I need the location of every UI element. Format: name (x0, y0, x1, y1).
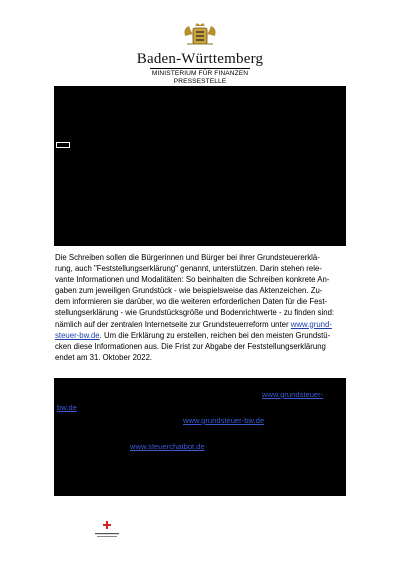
logo-caption-icon (92, 532, 122, 540)
ministry-line-2: PRESSESTELLE (173, 78, 227, 85)
header-divider (150, 68, 250, 69)
ministry-label (0, 70, 400, 86)
redacted-block-top (54, 86, 346, 246)
steuerchatbot-link[interactable]: www.steuerchatbot.de (130, 442, 205, 451)
grundsteuer-link-part2[interactable]: steuer-bw.de (55, 330, 100, 340)
grundsteuer-link-b[interactable]: bw.de (57, 403, 77, 412)
footer-logo (92, 517, 122, 551)
body-line: vante Informationen und Modalitäten: So beinhalten die Schreiben konkrete An- (55, 275, 330, 285)
body-line: Die Schreiben sollen die Bürgerinnen und Bürger bei ihrer Grundsteuererklä- (55, 253, 320, 262)
grundsteuer-link-full[interactable]: www.grundsteuer-bw.de (183, 416, 265, 425)
body-line: endet am 31. Oktober 2022. (55, 352, 153, 362)
red-cross-icon (103, 521, 111, 529)
body-paragraph (55, 252, 347, 363)
body-text-span: . Um die Erklärung zu erstellen, reichen bei den meisten Grundstü- (99, 330, 331, 340)
coat-of-arms-icon (181, 22, 219, 48)
body-text-span: nämlich auf der zentralen Internetseite zur Grundsteuerreform unter (55, 319, 291, 329)
body-line (55, 330, 347, 341)
grundsteuer-link-part1[interactable]: www.grund- (290, 319, 332, 329)
body-line: cken diese Informationen aus. Die Frist zur Abgabe der Feststellungserklärung (55, 341, 326, 351)
body-line (55, 319, 347, 330)
body-line: stellungserklärung - wie Grundstücksgröße und Bodenrichtwerte - zu finden sind: (55, 308, 335, 318)
grundsteuer-link-a[interactable]: www.grundsteuer- (262, 390, 324, 399)
body-line: gaben zum jeweiligen Grundstück - wie beispielsweise das Aktenzeichen. Zu- (55, 286, 323, 296)
small-mark-icon (56, 142, 70, 148)
ministry-line-1: MINISTERIUM FÜR FINANZEN (151, 70, 249, 77)
body-line: rung, auch "Feststellungserklärung" genannt, unterstützen. Darin stehen rele- (55, 264, 322, 274)
brand-wordmark: Baden-Württemberg (136, 51, 264, 67)
body-line: dem informieren sie darüber, wo die weiteren erforderlichen Daten für die Fest- (55, 297, 328, 307)
